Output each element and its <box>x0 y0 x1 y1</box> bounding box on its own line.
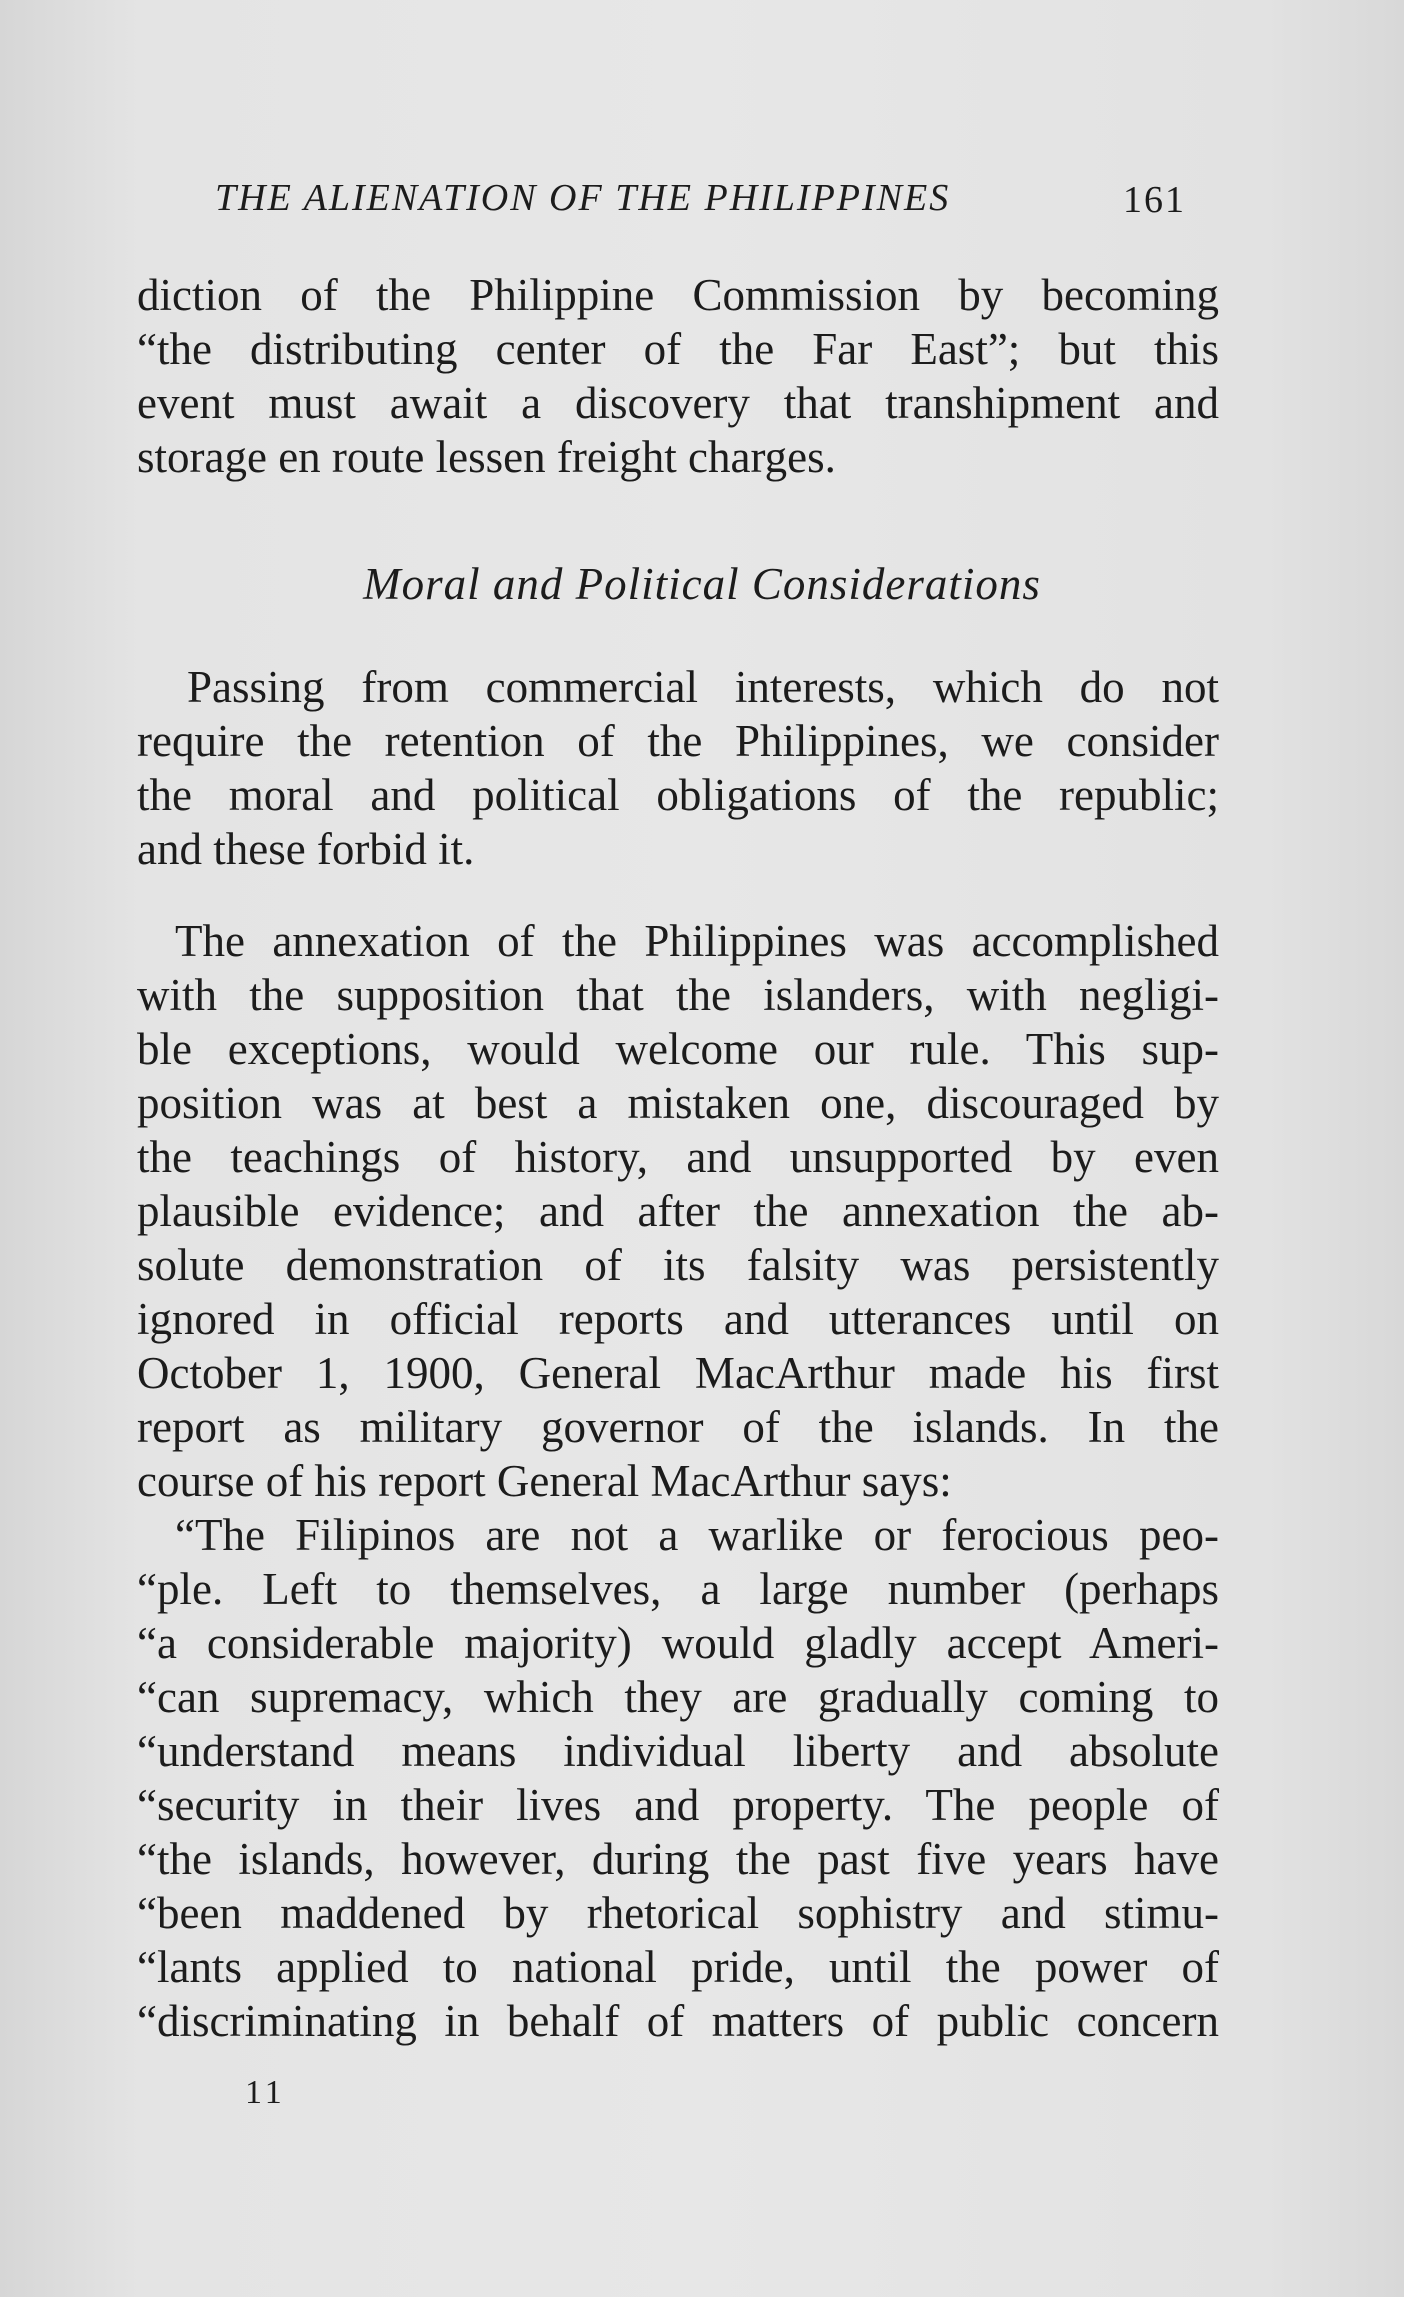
text-line: “the distributing center of the Far East”; but this <box>137 324 1219 374</box>
text-line: the moral and political obligations of the republic; <box>137 770 1219 820</box>
text-line: solute demonstration of its falsity was persistently <box>137 1240 1219 1290</box>
text-line: the teachings of history, and unsupported by even <box>137 1132 1219 1182</box>
signature-mark: 11 <box>245 2074 286 2111</box>
quote-line: “a considerable majority) would gladly accept Ameri- <box>137 1618 1219 1668</box>
text-line: require the retention of the Philippines, we consider <box>137 716 1219 766</box>
quote-line: “security in their lives and property. The people of <box>137 1780 1219 1830</box>
text-line: report as military governor of the islands. In the <box>137 1402 1219 1452</box>
text-line: Passing from commercial interests, which do not <box>187 662 1219 712</box>
section-heading: Moral and Political Considerations <box>363 559 1041 609</box>
paragraph-annexation <box>137 914 1219 2048</box>
text-line: with the supposition that the islanders, with negligi- <box>137 970 1219 1020</box>
text-line: October 1, 1900, General MacArthur made his first <box>137 1348 1219 1398</box>
paragraph-passing <box>137 660 1219 876</box>
quote-line: “the islands, however, during the past five years have <box>137 1834 1219 1884</box>
quote-line: “can supremacy, which they are gradually coming to <box>137 1672 1219 1722</box>
quote-line: “The Filipinos are not a warlike or ferocious peo- <box>175 1510 1219 1560</box>
text-line: plausible evidence; and after the annexation the ab- <box>137 1186 1219 1236</box>
quote-line: “understand means individual liberty and absolute <box>137 1726 1219 1776</box>
paragraph-continuation <box>137 268 1219 484</box>
running-title: THE ALIENATION OF THE PHILIPPINES <box>215 177 951 219</box>
quote-line: “lants applied to national pride, until the power of <box>137 1942 1219 1992</box>
text-line: course of his report General MacArthur says: <box>137 1456 952 1506</box>
text-line: ble exceptions, would welcome our rule. This sup- <box>137 1024 1219 1074</box>
quote-line: “discriminating in behalf of matters of public concern <box>137 1996 1219 2046</box>
text-line: position was at best a mistaken one, discouraged by <box>137 1078 1219 1128</box>
quote-line: “been maddened by rhetorical sophistry and stimu- <box>137 1888 1219 1938</box>
running-header <box>215 176 1215 232</box>
text-line: ignored in official reports and utterances until on <box>137 1294 1219 1344</box>
text-line: diction of the Philippine Commission by becoming <box>137 270 1219 320</box>
quote-line: “ple. Left to themselves, a large number (perhaps <box>137 1564 1219 1614</box>
text-line: event must await a discovery that transhipment and <box>137 378 1219 428</box>
page-number: 161 <box>1123 179 1186 221</box>
text-line: and these forbid it. <box>137 824 475 874</box>
text-line: storage en route lessen freight charges. <box>137 432 836 482</box>
macarthur-quote <box>137 1508 1219 2048</box>
text-line: The annexation of the Philippines was accomplished <box>175 916 1219 966</box>
